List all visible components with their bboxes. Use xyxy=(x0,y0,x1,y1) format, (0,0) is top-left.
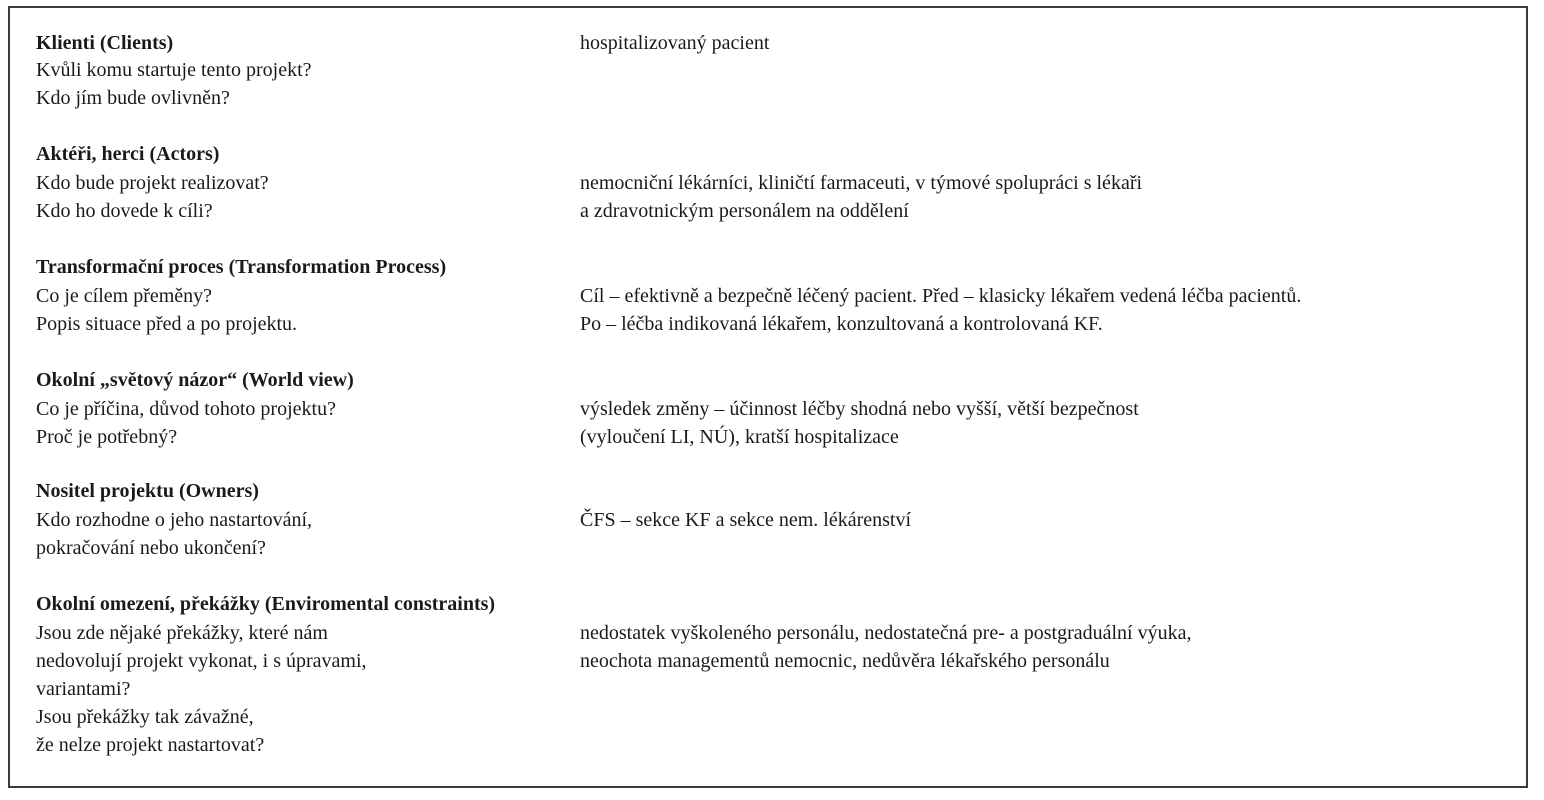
answer-column xyxy=(580,506,1540,534)
answer-line: (vyloučení LI, NÚ), kratší hospitalizace xyxy=(580,426,899,448)
answer-line: Cíl – efektivně a bezpečně léčený pacient. Před – klasicky lékařem vedená léčba pacientů. xyxy=(580,285,1302,307)
question-line: variantami? xyxy=(36,678,131,700)
question-column xyxy=(36,282,566,338)
question-line: Kdo bude projekt realizovat? xyxy=(36,172,269,194)
answer-line: nemocniční lékárníci, kliničtí farmaceuti, v týmové spolupráci s lékaři xyxy=(580,172,1143,194)
question-line: Jsou zde nějaké překážky, které nám xyxy=(36,622,328,644)
section-heading: Transformační proces (Transformation Process) xyxy=(36,256,447,278)
question-line: Co je příčina, důvod tohoto projektu? xyxy=(36,398,336,420)
question-line: Kvůli komu startuje tento projekt? xyxy=(36,59,312,81)
answer-column xyxy=(580,395,1540,451)
question-column xyxy=(36,619,566,759)
question-line: pokračování nebo ukončení? xyxy=(36,537,266,559)
answer-line: neochota managementů nemocnic, nedůvěra lékařského personálu xyxy=(580,650,1110,672)
question-line: Jsou překážky tak závažné, xyxy=(36,706,254,728)
question-line: Popis situace před a po projektu. xyxy=(36,313,298,335)
question-column xyxy=(36,56,566,112)
section-heading: Aktéři, herci (Actors) xyxy=(36,143,220,165)
question-column xyxy=(36,395,566,451)
section-heading: Okolní omezení, překážky (Enviromental constraints) xyxy=(36,593,496,615)
section-heading: Klienti (Clients) xyxy=(36,32,174,54)
answer-column xyxy=(580,29,1540,57)
question-line: že nelze projekt nastartovat? xyxy=(36,734,265,756)
answer-column xyxy=(580,619,1540,675)
section-heading: Nositel projektu (Owners) xyxy=(36,480,259,502)
answer-line: hospitalizovaný pacient xyxy=(580,32,770,54)
question-line: Proč je potřebný? xyxy=(36,426,178,448)
question-line: Kdo ho dovede k cíli? xyxy=(36,200,213,222)
question-line: Kdo rozhodne o jeho nastartování, xyxy=(36,509,313,531)
answer-column xyxy=(580,282,1540,338)
question-column xyxy=(36,506,566,562)
answer-line: výsledek změny – účinnost léčby shodná nebo vyšší, větší bezpečnost xyxy=(580,398,1139,420)
answer-line: Po – léčba indikovaná lékařem, konzultovaná a kontrolovaná KF. xyxy=(580,313,1103,335)
answer-column xyxy=(580,169,1540,225)
question-line: Kdo jím bude ovlivněn? xyxy=(36,87,230,109)
question-line: Co je cílem přeměny? xyxy=(36,285,213,307)
question-line: nedovolují projekt vykonat, i s úpravami, xyxy=(36,650,367,672)
answer-line: nedostatek vyškoleného personálu, nedostatečná pre- a postgraduální výuka, xyxy=(580,622,1192,644)
question-column xyxy=(36,169,566,225)
section-heading: Okolní „světový názor“ (World view) xyxy=(36,369,354,391)
answer-line: a zdravotnickým personálem na oddělení xyxy=(580,200,909,222)
answer-line: ČFS – sekce KF a sekce nem. lékárenství xyxy=(580,509,912,531)
